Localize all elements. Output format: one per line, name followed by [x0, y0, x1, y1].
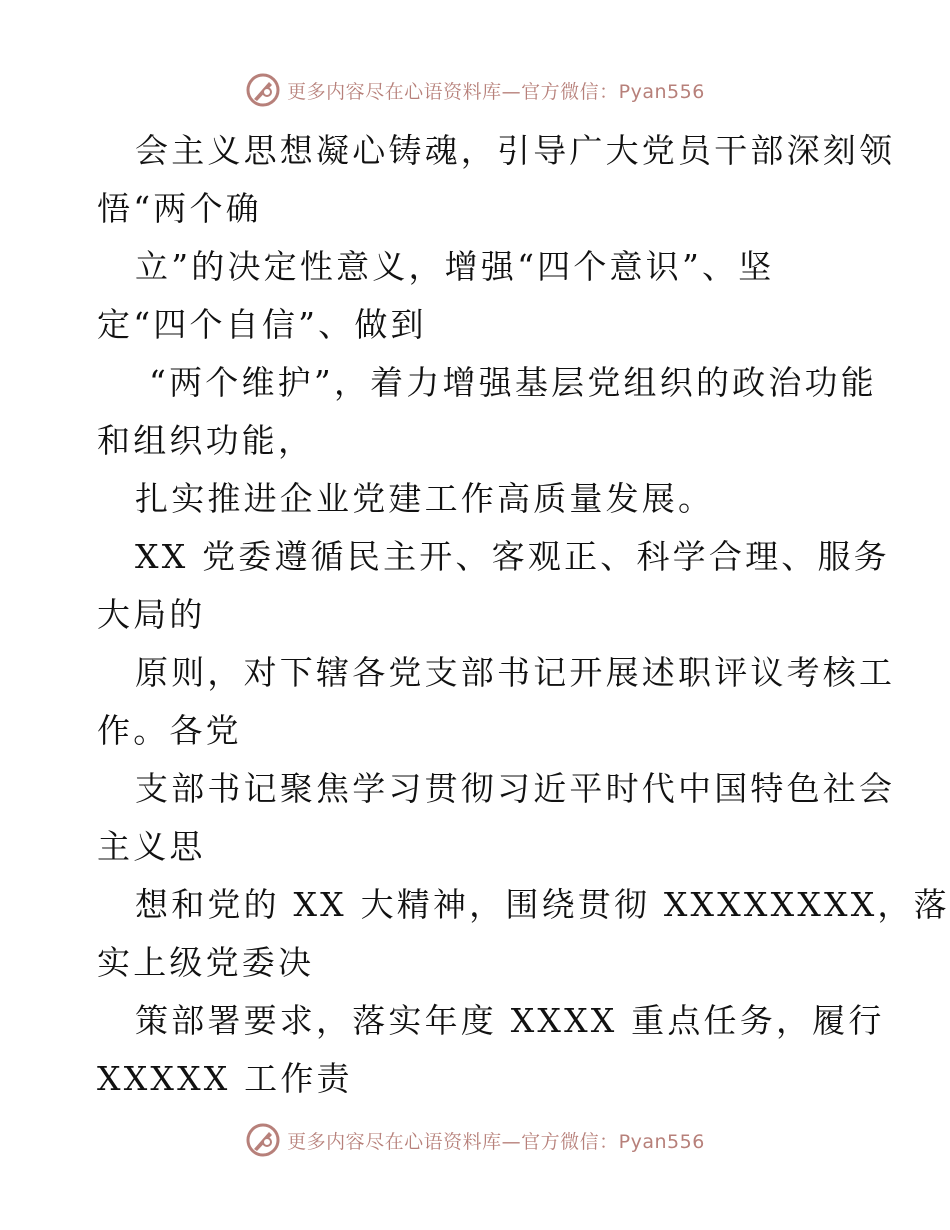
- text-line: 大局的: [97, 595, 206, 634]
- text-line: 主义思: [97, 827, 206, 866]
- text-line: 实上级党委决: [97, 943, 315, 982]
- body-text: [97, 122, 950, 1108]
- footer-banner-text: 更多内容尽在心语资料库—官方微信：Pyan556: [287, 1130, 705, 1153]
- text-line: 立”的决定性意义，增强“四个意识”、坚: [135, 247, 775, 286]
- header-banner: [0, 68, 950, 112]
- text-line: 作。各党: [97, 711, 242, 750]
- text-line: XX 党委遵循民主开、客观正、科学合理、服务: [135, 537, 890, 576]
- text-line: 想和党的 XX 大精神，围绕贯彻 XXXXXXXX，落: [135, 885, 950, 924]
- text-line: “两个维护”，着力增强基层党组织的政治功能: [149, 363, 877, 402]
- text-line: 会主义思想凝心铸魂，引导广大党员干部深刻领: [135, 131, 896, 170]
- text-line: 悟“两个确: [97, 189, 262, 228]
- pen-logo-icon: [245, 72, 281, 108]
- text-line: 原则，对下辖各党支部书记开展述职评议考核工: [135, 653, 896, 692]
- text-line: XXXXX 工作责: [97, 1059, 353, 1098]
- footer-banner: [0, 1118, 950, 1162]
- text-line: 扎实推进企业党建工作高质量发展。: [135, 479, 715, 518]
- header-banner-text: 更多内容尽在心语资料库—官方微信：Pyan556: [287, 80, 705, 103]
- text-line: 支部书记聚焦学习贯彻习近平时代中国特色社会: [135, 769, 896, 808]
- text-line: 策部署要求，落实年度 XXXX 重点任务，履行: [135, 1001, 885, 1040]
- text-line: 定“四个自信”、做到: [97, 305, 427, 344]
- pen-logo-icon: [245, 1122, 281, 1158]
- text-line: 和组织功能，: [97, 421, 315, 460]
